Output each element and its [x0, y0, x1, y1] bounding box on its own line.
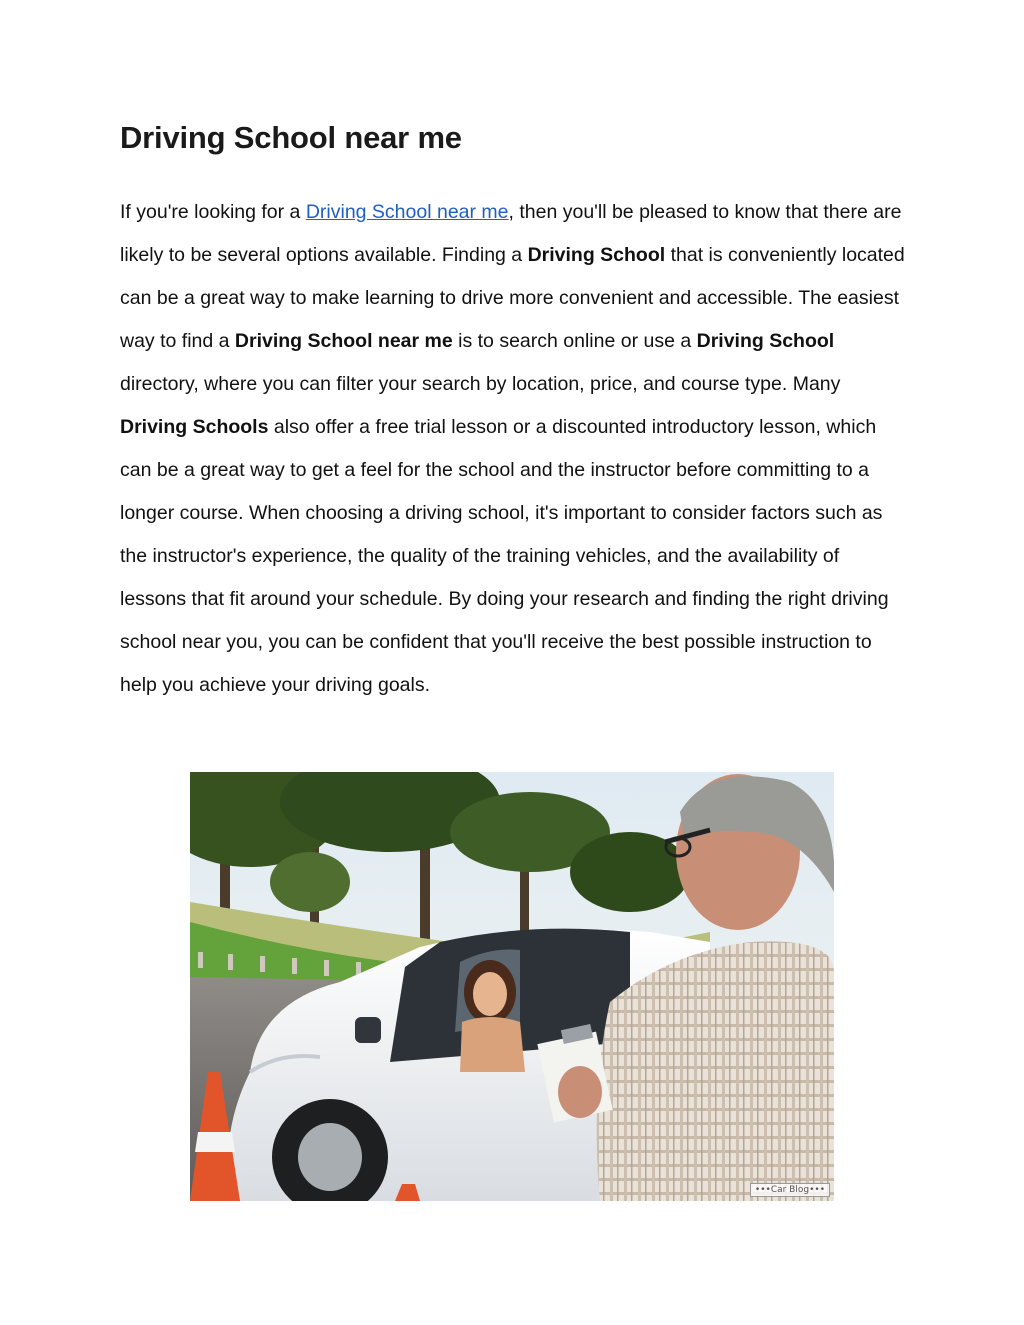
- photo-illustration: [190, 772, 834, 1201]
- text-segment: directory, where you can filter your search by location, price, and course type. Many: [120, 373, 841, 395]
- text-segment: is to search online or use a: [452, 330, 697, 352]
- text-segment: If you're looking for a: [120, 201, 306, 223]
- text-segment: that is conveniently located can be a great way to make learning to drive more convenient and accessible. The easiest way to find a: [120, 244, 905, 352]
- page-title: Driving School near me: [120, 120, 462, 155]
- photo-watermark: •••Car Blog•••: [750, 1183, 830, 1197]
- article-paragraph: [120, 191, 910, 707]
- bold-term: Driving School: [527, 244, 666, 266]
- bold-term: Driving School near me: [234, 330, 453, 352]
- driving-school-link[interactable]: Driving School near me: [305, 201, 509, 223]
- bold-term: Driving Schools: [120, 416, 269, 438]
- driving-lesson-photo: [190, 772, 834, 1201]
- text-segment: also offer a free trial lesson or a discounted introductory lesson, which can be a great way to get a feel for the school and the instructor before committing to a longer course. When choosing a driving school, it's important to consider factors such as the instructor's experience, the quality of the training vehicles, and the availability of lessons that fit around your schedule. By doing your research and finding the right driving school near you, you can be confident that you'll receive the best possible instruction to help you achieve your driving goals.: [120, 416, 889, 696]
- bold-term: Driving School: [696, 330, 835, 352]
- text-segment: , then you'll be pleased to know that there are likely to be several options available. Finding a: [120, 201, 902, 266]
